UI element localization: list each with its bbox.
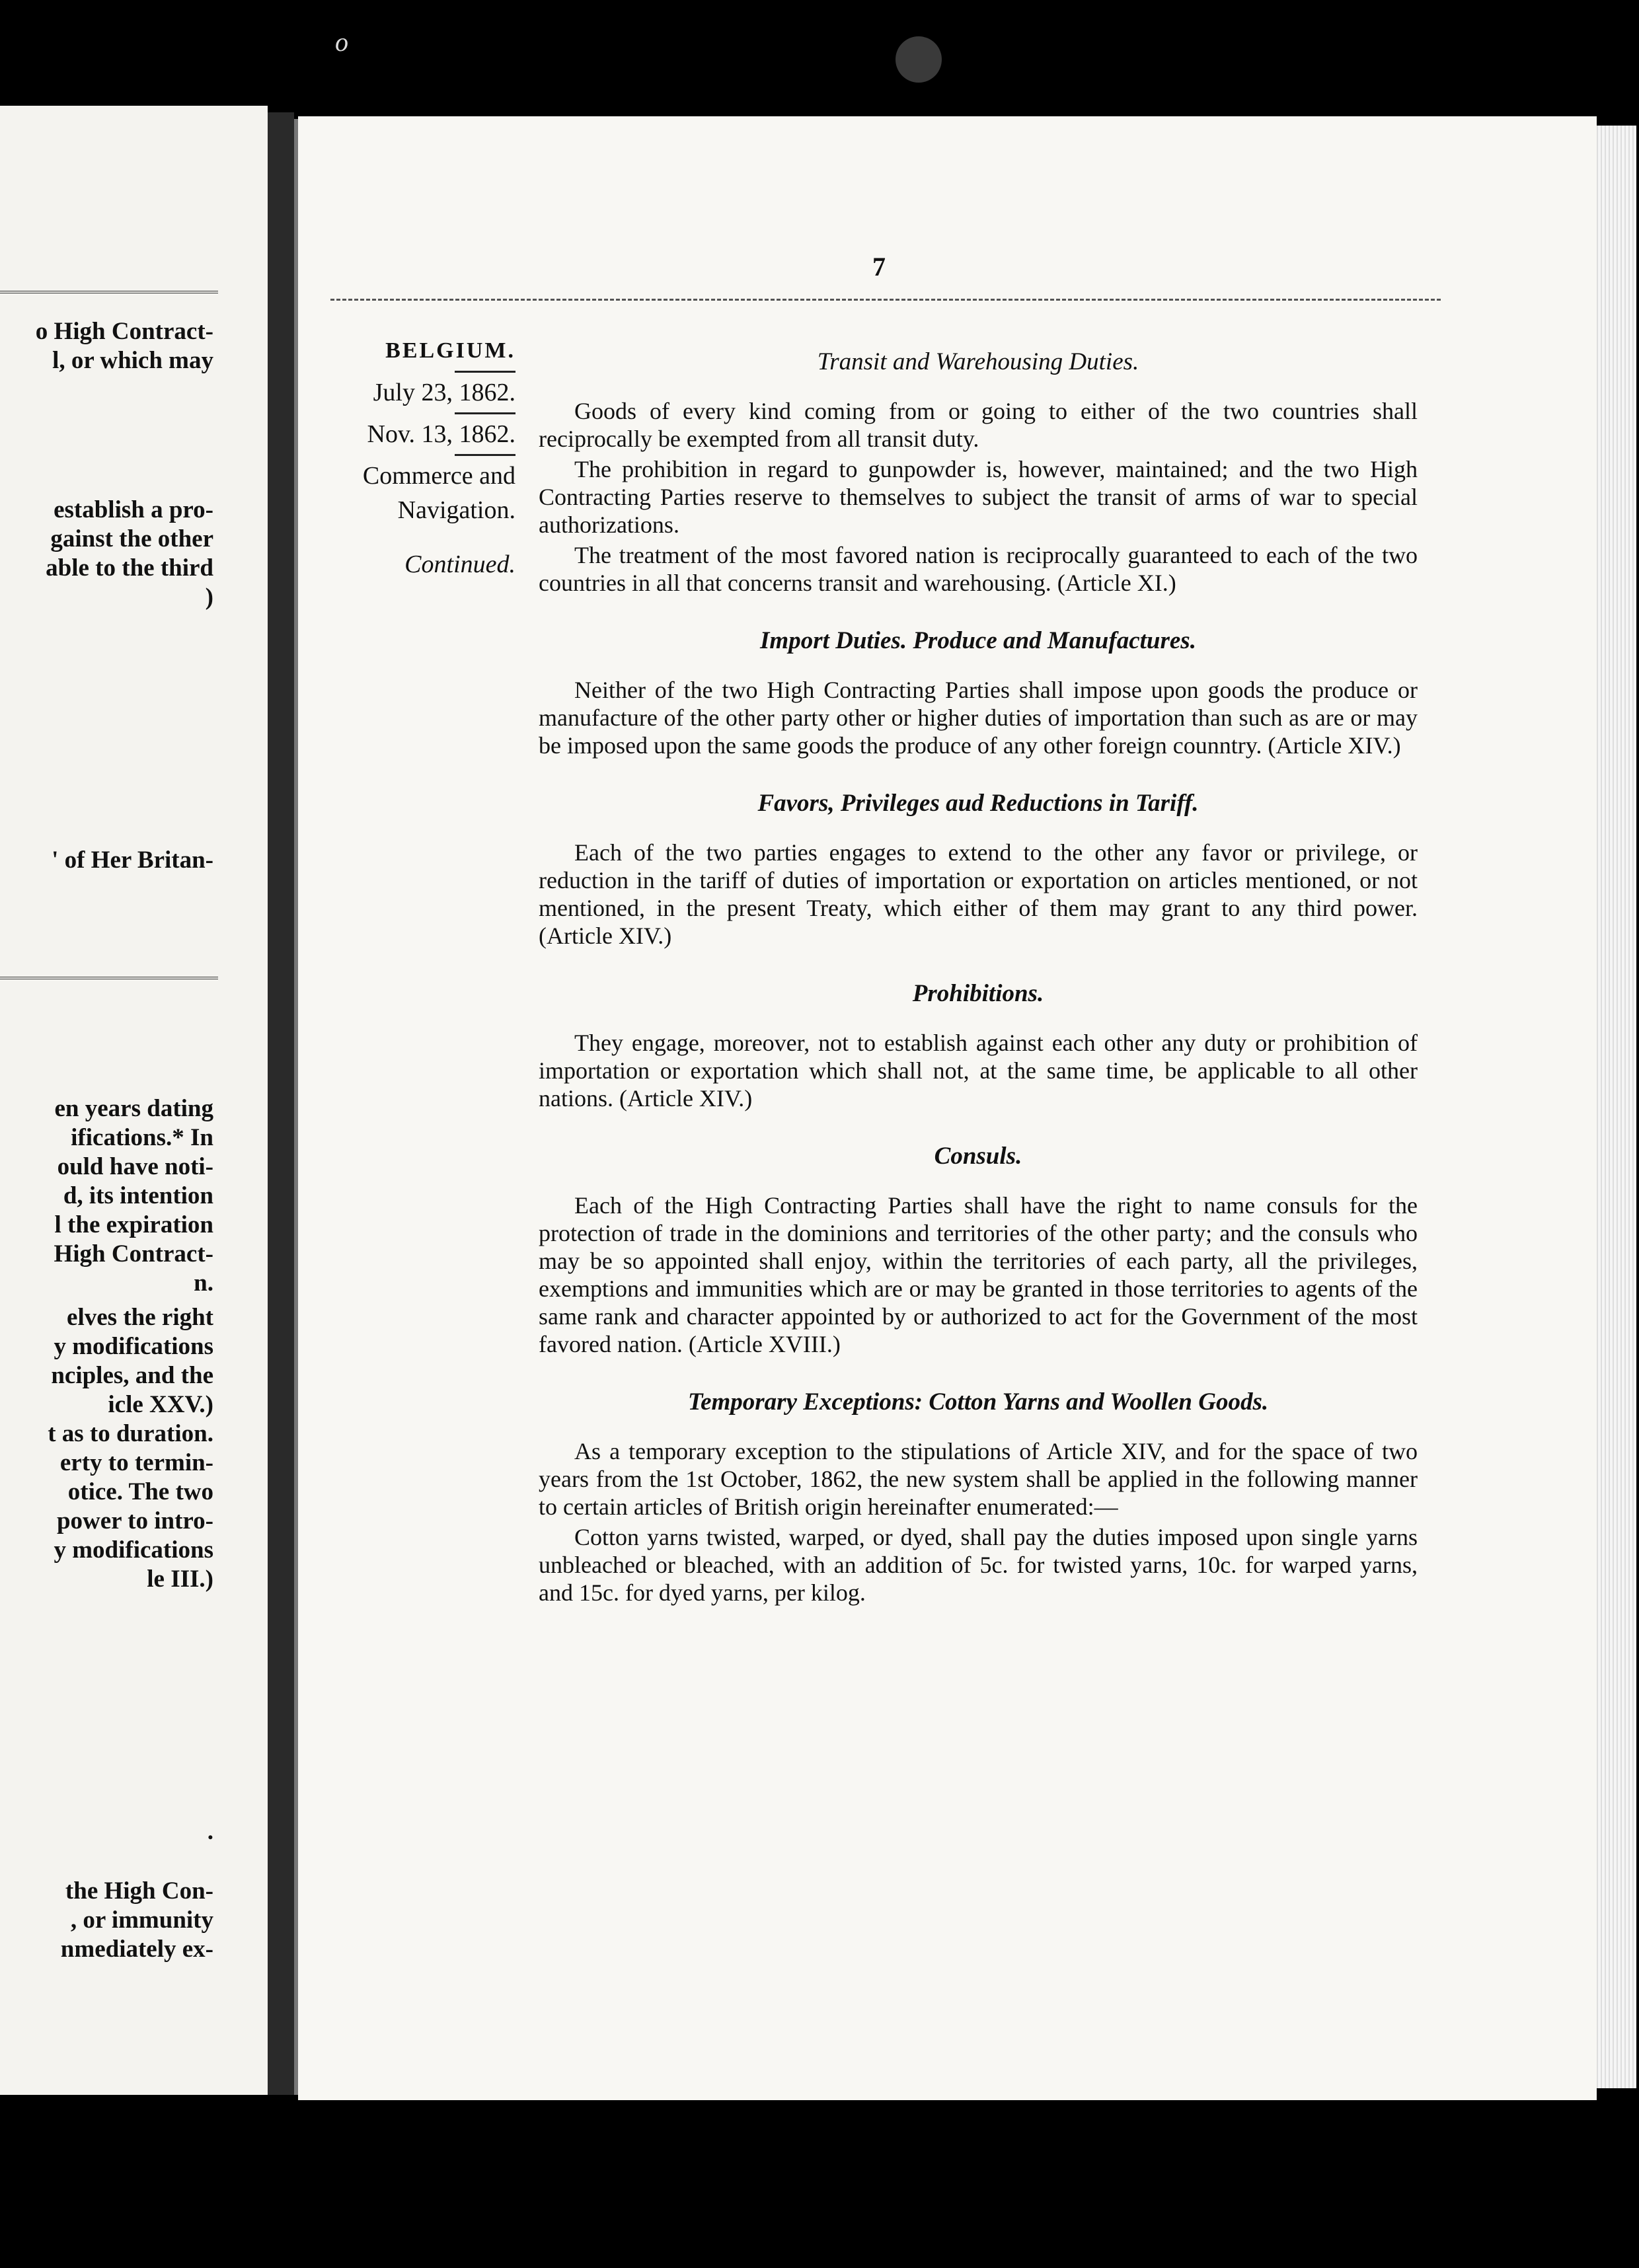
left-line: erty to termin- bbox=[59, 1449, 213, 1476]
section-heading: Consuls. bbox=[934, 1143, 1022, 1170]
left-line: nciples, and the bbox=[51, 1362, 213, 1389]
left-line: icle XXV.) bbox=[108, 1391, 213, 1418]
left-line: power to intro- bbox=[56, 1507, 213, 1534]
paragraph: Each of the two parties engages to extend to the other any favor or privilege, or reduction in the tariff of duties of importation or exportation on articles mentioned, or not mentioned, in the present Treaty, which either of them may grant to any third power. (Article XIV.) bbox=[539, 839, 1418, 949]
margin-country: BELGIUM. bbox=[385, 338, 515, 363]
left-line: ould have noti- bbox=[57, 1153, 213, 1180]
left-line: elves the right bbox=[67, 1304, 213, 1331]
header-rule bbox=[330, 299, 1441, 301]
margin-date-1: July 23, 1862. bbox=[373, 379, 515, 406]
margin-note bbox=[311, 334, 515, 582]
book-gutter bbox=[268, 112, 294, 2095]
left-line: n. bbox=[194, 1269, 213, 1297]
section-heading: Temporary Exceptions: Cotton Yarns and Woollen Goods. bbox=[687, 1388, 1269, 1416]
left-line: nmediately ex- bbox=[60, 1936, 213, 1963]
left-line: gainst the other bbox=[50, 525, 213, 552]
left-line: y modifications bbox=[54, 1536, 213, 1564]
left-line: en years dating bbox=[54, 1095, 213, 1122]
left-line: l, or which may bbox=[52, 347, 213, 374]
section-heading: Prohibitions. bbox=[912, 980, 1044, 1007]
paragraph: Cotton yarns twisted, warped, or dyed, shall pay the duties imposed upon single yarns unbleached or bleached, with an addition of 5c. for twisted yarns, 10c. for warped yarns, and 15c. for dyed yarns, per kilog. bbox=[539, 1524, 1418, 1606]
left-line: l the expiration bbox=[54, 1211, 213, 1238]
main-text bbox=[539, 347, 1418, 1606]
left-line: . bbox=[207, 1818, 213, 1845]
margin-rule bbox=[455, 371, 515, 373]
left-line: High Contract- bbox=[54, 1240, 213, 1267]
left-line: le III.) bbox=[147, 1566, 213, 1593]
section-favors bbox=[539, 788, 1418, 950]
section-heading: Favors, Privileges aud Reductions in Tariff. bbox=[757, 790, 1199, 817]
ink-smudge bbox=[896, 36, 942, 83]
paragraph: The treatment of the most favored nation is reciprocally guaranteed to each of the two countries in all that concerns transit and warehousing. (Article XI.) bbox=[539, 542, 1418, 596]
paragraph: They engage, moreover, not to establish against each other any duty or prohibition of importation or exportation which shall not, at the same time, be applicable to all other nations. (Article XIV.) bbox=[539, 1030, 1418, 1112]
paragraph: Goods of every kind coming from or going to either of the two countries shall reciprocally be exempted from all transit duty. bbox=[539, 398, 1418, 452]
section-heading: Import Duties. Produce and Manufactures. bbox=[760, 627, 1196, 654]
section-heading: Transit and Warehousing Duties. bbox=[817, 348, 1139, 375]
left-line: establish a pro- bbox=[54, 496, 213, 523]
left-line: ) bbox=[205, 584, 213, 611]
left-line: y modifications bbox=[54, 1333, 213, 1360]
section-import-duties bbox=[539, 626, 1418, 759]
left-line: o High Contract- bbox=[35, 318, 213, 345]
section-consuls bbox=[539, 1141, 1418, 1358]
left-line: the High Con- bbox=[65, 1877, 213, 1905]
margin-continued: Continued. bbox=[404, 550, 515, 578]
left-rule bbox=[0, 291, 218, 293]
left-line: able to the third bbox=[46, 554, 213, 582]
paragraph: Neither of the two High Contracting Parties shall impose upon goods the produce or manufacture of the other party other or higher duties of importation than such as are or may be imposed upon the same goods the produce of any other foreign counntry. (Article XIV.) bbox=[539, 677, 1418, 759]
margin-subject-1: Commerce and bbox=[362, 462, 515, 490]
left-line: t as to duration. bbox=[48, 1420, 213, 1447]
left-line: , or immunity bbox=[70, 1907, 213, 1934]
margin-rule bbox=[455, 454, 515, 456]
top-stray-mark: o bbox=[335, 27, 348, 57]
paragraph: As a temporary exception to the stipulations of Article XIV, and for the space of two years from the 1st October, 1862, the new system shall be applied in the following manner to certain articles of British origin hereinafter enumerated:— bbox=[539, 1438, 1418, 1520]
margin-subject-2: Navigation. bbox=[397, 496, 515, 524]
left-line: d, its intention bbox=[63, 1182, 213, 1209]
margin-date-2: Nov. 13, 1862. bbox=[367, 420, 515, 448]
left-rule bbox=[0, 977, 218, 979]
paragraph: Each of the High Contracting Parties shall have the right to name consuls for the protection of trade in the dominions and territories of the other party; and the consuls who may be so appointed shall enjoy, within the territories of each party, all the privileges, exemptions and immunities which are or may be granted in those territories to agents of the same rank and character appointed by or authorized to act for the Government of the most favored nation. (Article XVIII.) bbox=[539, 1192, 1418, 1357]
left-line: ' of Her Britan- bbox=[52, 847, 213, 874]
left-line: otice. The two bbox=[67, 1478, 213, 1505]
page-number: 7 bbox=[872, 252, 886, 282]
left-page-fragment bbox=[0, 106, 268, 2095]
page-edges bbox=[1597, 126, 1636, 2088]
left-line: ifications.* In bbox=[71, 1124, 213, 1151]
section-transit bbox=[539, 347, 1418, 597]
section-temporary-exceptions bbox=[539, 1387, 1418, 1606]
paragraph: The prohibition in regard to gunpowder is, however, maintained; and the two High Contracting Parties reserve to themselves to subject the transit of arms of war to special authorizations. bbox=[539, 456, 1418, 538]
section-prohibitions bbox=[539, 979, 1418, 1112]
margin-rule bbox=[455, 412, 515, 414]
